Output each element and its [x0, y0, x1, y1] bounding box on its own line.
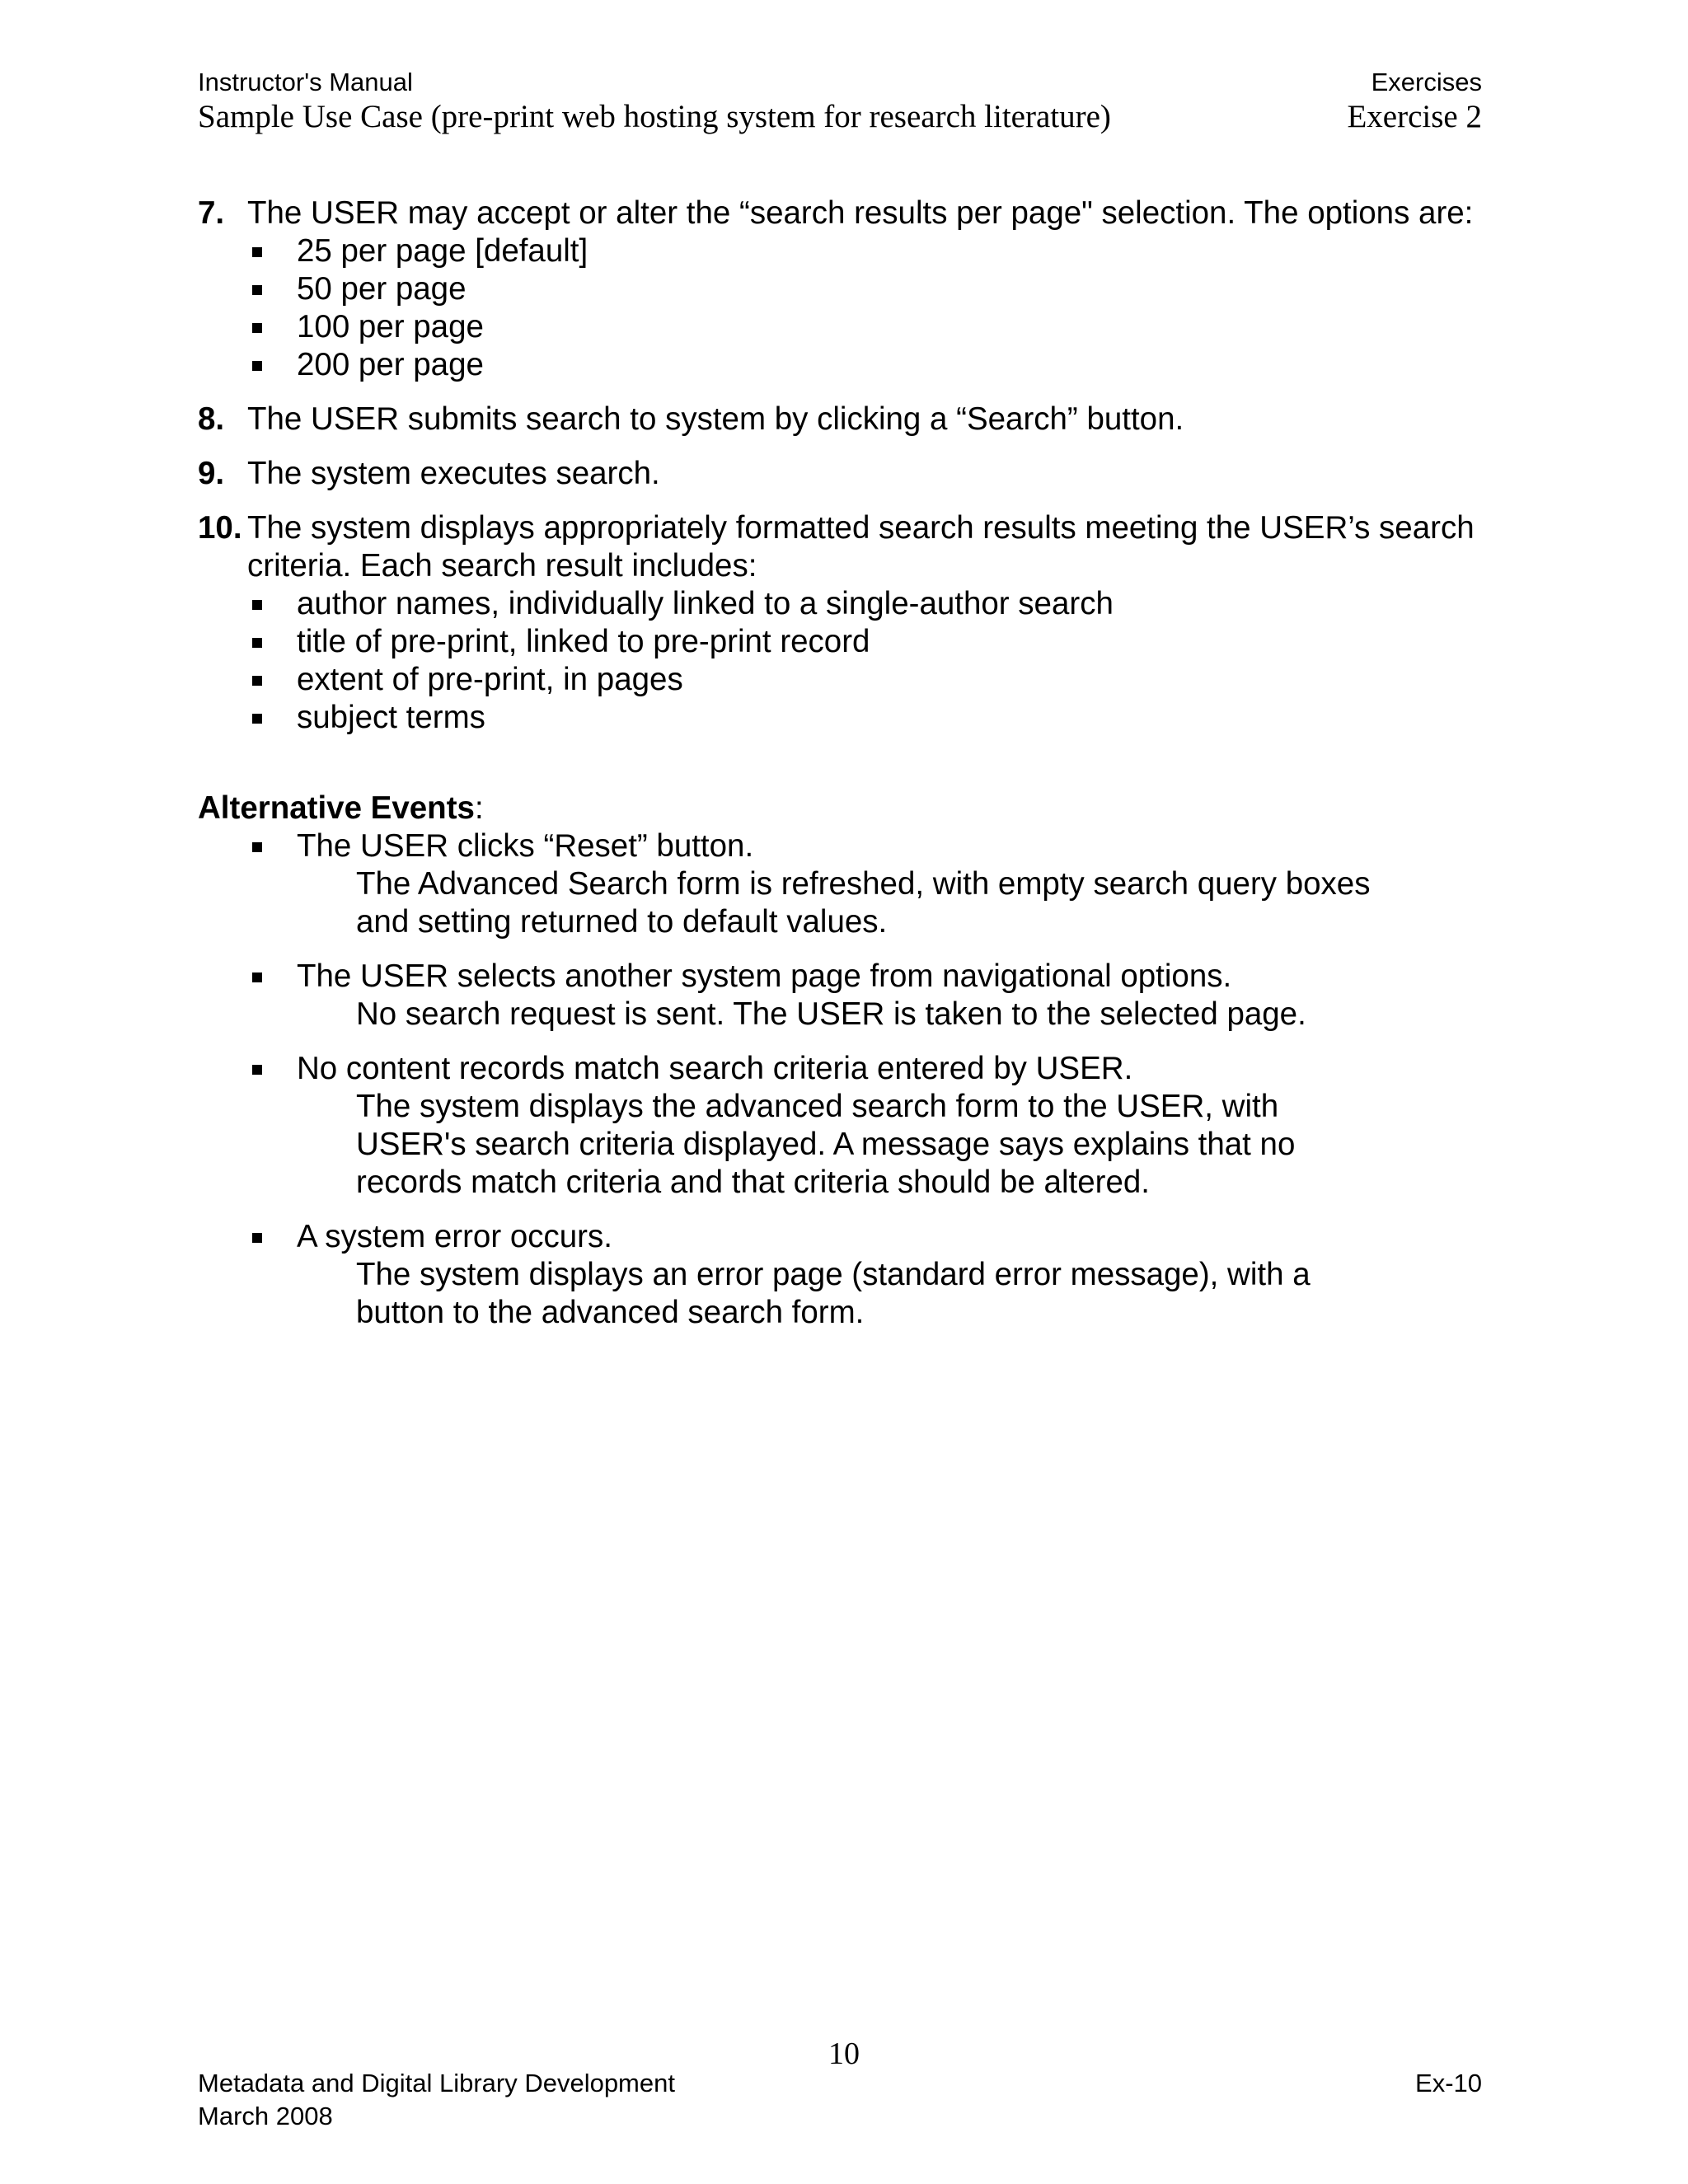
step-text: The USER may accept or alter the “search results per page" selection. The options are:	[247, 195, 1474, 231]
event-detail: No search request is sent. The USER is taken to the selected page.	[356, 996, 1306, 1032]
header-section: Exercises	[1371, 68, 1482, 96]
square-bullet-icon	[252, 842, 262, 852]
step-number: 9.	[198, 456, 225, 491]
square-bullet-icon	[252, 638, 262, 648]
event-text: A system error occurs.	[297, 1219, 612, 1254]
step-9	[198, 455, 1484, 493]
square-bullet-icon	[252, 972, 262, 982]
search-result-fields	[247, 585, 1484, 737]
square-bullet-icon	[252, 323, 262, 333]
footer-page-code: Ex-10	[1415, 2069, 1482, 2097]
event-detail: The system displays the advanced search form to the USER, with USER's search criteria displayed. A message says explains that no records match criteria and that criteria should be altered.	[356, 1089, 1296, 1200]
step-number: 7.	[198, 195, 225, 231]
footer-course-title: Metadata and Digital Library Development	[198, 2069, 675, 2097]
page-number: 10	[828, 2036, 860, 2071]
step-8	[198, 401, 1484, 438]
square-bullet-icon	[252, 361, 262, 371]
header-manual-title: Instructor's Manual	[198, 68, 413, 96]
alternative-event	[247, 958, 1385, 1033]
event-detail: The system displays an error page (standard error message), with a button to the advanced search form.	[356, 1257, 1311, 1330]
footer-date: March 2008	[198, 2102, 333, 2130]
list-item: author names, individually linked to a single-author search	[247, 585, 1484, 623]
square-bullet-icon	[252, 714, 262, 724]
square-bullet-icon	[252, 1065, 262, 1075]
step-10	[198, 509, 1484, 737]
step-text: The system displays appropriately formatted search results meeting the USER’s search criteria. Each search result includes:	[247, 510, 1475, 583]
list-item: 100 per page	[247, 308, 1484, 346]
step-number: 10.	[198, 510, 242, 546]
document-body	[198, 194, 1484, 1332]
step-number: 8.	[198, 401, 225, 437]
event-text: The USER selects another system page from navigational options.	[297, 958, 1232, 994]
list-item: subject terms	[247, 699, 1484, 737]
square-bullet-icon	[252, 600, 262, 610]
list-item: title of pre-print, linked to pre-print record	[247, 623, 1484, 661]
event-text: No content records match search criteria entered by USER.	[297, 1051, 1133, 1086]
event-text: The USER clicks “Reset” button.	[297, 828, 754, 864]
step-text: The system executes search.	[247, 456, 660, 491]
alternative-events-heading: Alternative Events:	[198, 790, 484, 826]
results-per-page-options	[247, 232, 1484, 384]
alternative-event	[247, 827, 1385, 941]
list-item: extent of pre-print, in pages	[247, 661, 1484, 699]
header-exercise: Exercise 2	[1347, 99, 1482, 134]
square-bullet-icon	[252, 1233, 262, 1243]
list-item: 200 per page	[247, 346, 1484, 384]
list-item: 50 per page	[247, 270, 1484, 308]
alternative-event	[247, 1218, 1385, 1332]
square-bullet-icon	[252, 247, 262, 257]
square-bullet-icon	[252, 676, 262, 686]
event-detail: The Advanced Search form is refreshed, with empty search query boxes and setting returned to default values.	[356, 866, 1371, 940]
alternative-event	[247, 1050, 1385, 1202]
square-bullet-icon	[252, 285, 262, 295]
header-document-title: Sample Use Case (pre-print web hosting system for research literature)	[198, 99, 1111, 134]
step-7	[198, 194, 1484, 384]
step-text: The USER submits search to system by clicking a “Search” button.	[247, 401, 1184, 437]
list-item: 25 per page [default]	[247, 232, 1484, 270]
